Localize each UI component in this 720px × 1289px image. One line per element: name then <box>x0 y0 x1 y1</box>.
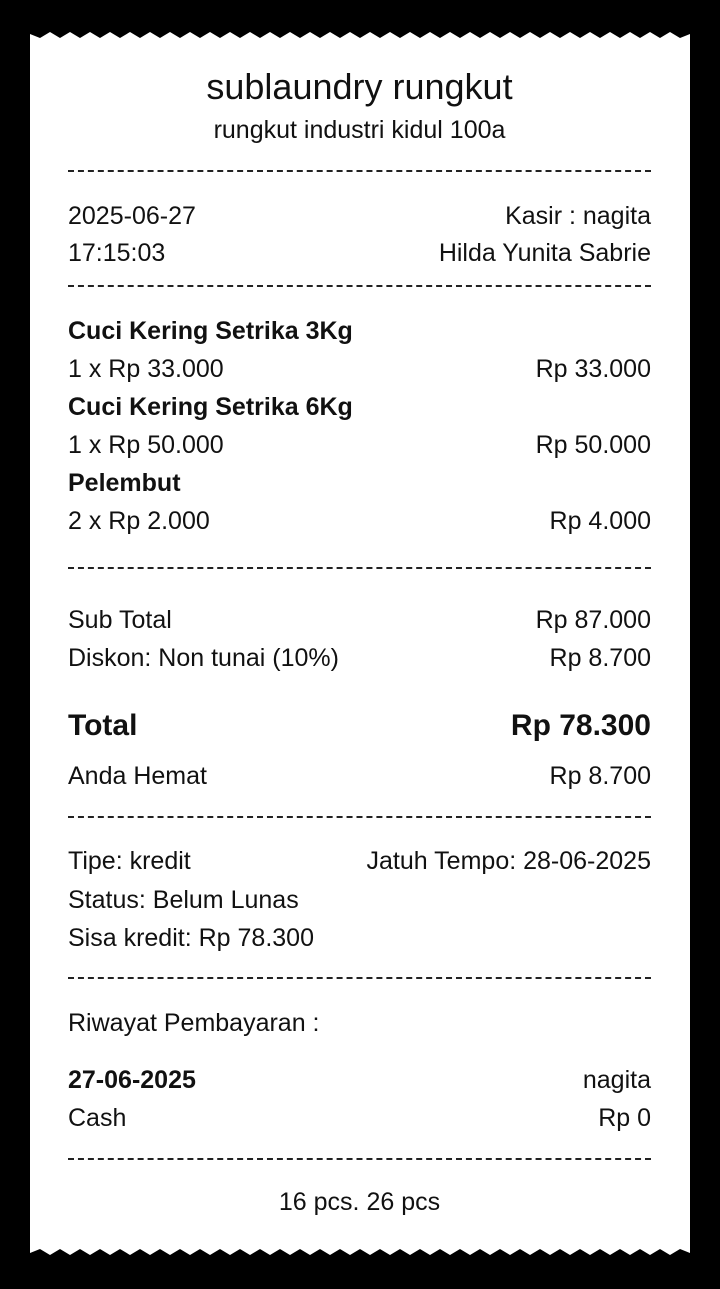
shop-name: sublaundry rungkut <box>206 66 513 107</box>
history-amount: Rp 0 <box>598 1104 651 1132</box>
item-qty-price: 2 x Rp 2.000 <box>68 507 210 535</box>
saved-label: Anda Hemat <box>68 762 207 790</box>
pieces-count: 16 pcs. 26 pcs <box>278 1188 441 1216</box>
payment-status: Status: Belum Lunas <box>68 886 299 914</box>
receipt <box>30 32 690 1255</box>
divider <box>68 285 651 287</box>
cashier-name: Kasir : nagita <box>505 202 651 230</box>
total-value: Rp 78.300 <box>510 709 651 742</box>
discount-label: Diskon: Non tunai (10%) <box>68 644 339 672</box>
divider <box>68 816 651 818</box>
total-row <box>68 711 651 741</box>
receipt-torn-edge-top <box>30 28 690 40</box>
discount-row <box>68 643 651 673</box>
due-date: Jatuh Tempo: 28-06-2025 <box>366 847 651 875</box>
history-row <box>68 1065 651 1095</box>
customer-name: Hilda Yunita Sabrie <box>438 239 651 267</box>
item-line <box>68 354 651 384</box>
saved-value: Rp 8.700 <box>549 762 651 790</box>
total-label: Total <box>68 709 138 742</box>
item-line <box>68 506 651 536</box>
item-name: Cuci Kering Setrika 6Kg <box>68 393 353 421</box>
item-qty-price: 1 x Rp 33.000 <box>68 355 224 383</box>
payment-type: Tipe: kredit <box>68 847 191 875</box>
item-amount: Rp 4.000 <box>549 507 651 535</box>
saved-row <box>68 761 651 791</box>
remaining-credit: Sisa kredit: Rp 78.300 <box>68 924 314 952</box>
history-date: 27-06-2025 <box>68 1066 196 1094</box>
item-name: Pelembut <box>68 469 181 497</box>
history-payment-row <box>68 1103 651 1133</box>
shop-address: rungkut industri kidul 100a <box>213 116 506 144</box>
subtotal-value: Rp 87.000 <box>535 606 651 634</box>
divider <box>68 567 651 569</box>
item-amount: Rp 50.000 <box>535 431 651 459</box>
item-amount: Rp 33.000 <box>535 355 651 383</box>
subtotal-label: Sub Total <box>68 606 172 634</box>
history-user: nagita <box>582 1066 651 1094</box>
item-qty-price: 1 x Rp 50.000 <box>68 431 224 459</box>
item-name: Cuci Kering Setrika 3Kg <box>68 317 353 345</box>
receipt-date: 2025-06-27 <box>68 202 196 230</box>
divider <box>68 977 651 979</box>
receipt-time: 17:15:03 <box>68 239 166 267</box>
meta-row-time <box>68 238 651 268</box>
meta-row-date <box>68 201 651 231</box>
subtotal-row <box>68 605 651 635</box>
receipt-torn-edge-bottom <box>30 1247 690 1259</box>
history-method: Cash <box>68 1104 127 1132</box>
divider <box>68 1158 651 1160</box>
discount-value: Rp 8.700 <box>549 644 651 672</box>
payment-history-title: Riwayat Pembayaran : <box>68 1009 320 1037</box>
divider <box>68 170 651 172</box>
item-line <box>68 430 651 460</box>
payment-type-row <box>68 846 651 876</box>
